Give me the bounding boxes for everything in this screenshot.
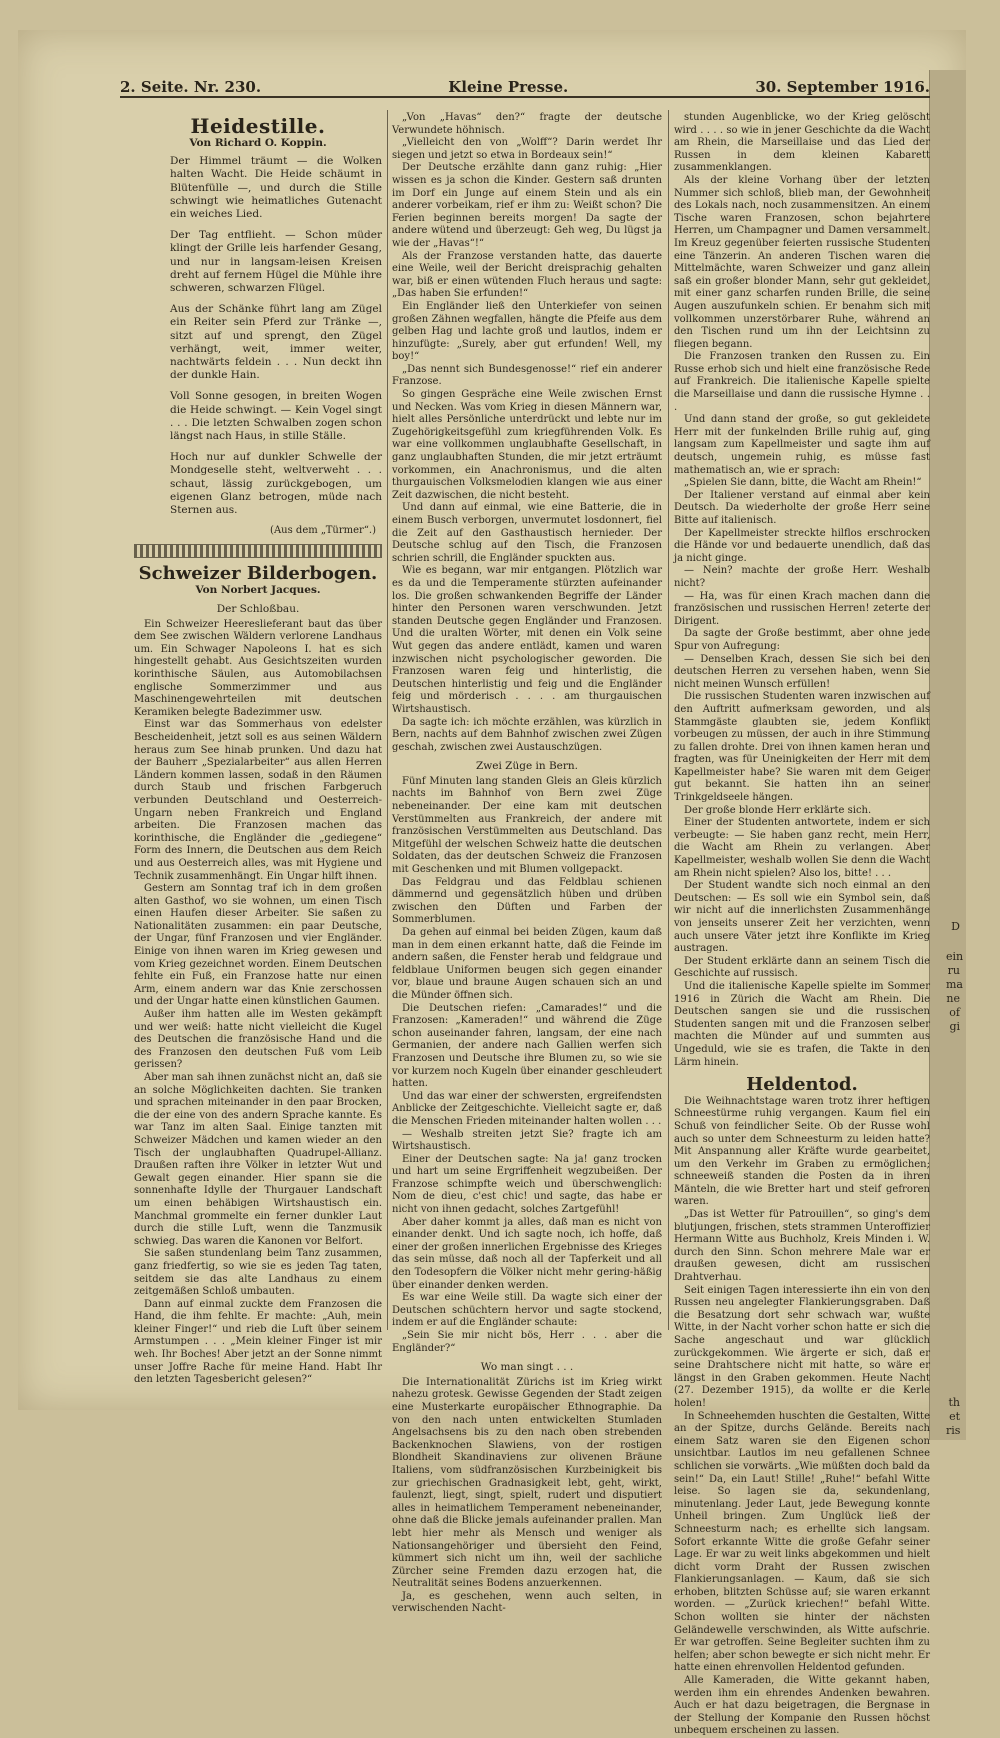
- paragraph: Und dann stand der große, so gut gekleidete Herr mit der funkelnden Brille ruhig auf, ging langsam zum Kapellmeister und sagte ihm auf deutsch, ungemein ruhig, es müsse fast mathematisch an, wie er sprach:: [674, 414, 930, 476]
- paragraph: Aber daher kommt ja alles, daß man es nicht von einander denkt. Und ich sagte noch, ich hoffe, daß einer der großen innerlichen Ergebnisse des Krieges das sein müsse, daß noch all der Tapferkeit und all den Todesopfern die Völker nicht mehr gering-häßig über einander denken werden.: [392, 1216, 662, 1291]
- paragraph: Als der Franzose verstanden hatte, das dauerte eine Weile, weil der Bericht dreisprachig gehalten war, biß er einen wütenden Fluch heraus und sagte: „Das haben Sie erfunden!“: [392, 250, 662, 300]
- newspaper-title: Kleine Presse.: [448, 78, 569, 96]
- section-title: Wo man singt . . .: [480, 1361, 574, 1374]
- paragraph: Dann auf einmal zuckte dem Franzosen die Hand, die ihm fehlte. Er machte: „Auh, mein kleiner Finger!“ und rieb die Luft über seinem Armstumpen . . . „Mein kleiner Finger ist mir weh. Ihr Boches! Aber jetzt an der Sonne nimmt unser Joffre Rache für meine Hand. Habt Ihr den letzten Tagesbericht gelesen?“: [134, 1298, 382, 1386]
- page-number: 2. Seite. Nr. 230.: [120, 78, 262, 96]
- paragraph: Die Deutschen riefen: „Camarades!“ und die Franzosen: „Kameraden!“ und während die Züge schon auseinander fahren, langsam, der eine nach Germanien, der andere nach Gallien werfen sich Franzosen und Deutsche ihre Blumen zu, so wie sie vor kurzem noch Kugeln über einander geschleudert hatten.: [392, 1002, 662, 1090]
- paragraph: Es war eine Weile still. Da wagte sich einer der Deutschen schüchtern hervor und sagte stockend, indem er auf die Engländer schaute:: [392, 1292, 662, 1329]
- paragraph: Da gehen auf einmal bei beiden Zügen, kaum daß man in dem einen erkannt hatte, daß die Feinde im andern saßen, die Fenster herab und feldgraue und feldblaue Uniformen beugen sich gegen einander vor, blaue und braune Augen schauen sich an und die Münder öffnen sich.: [392, 927, 662, 1001]
- paragraph: Alle Kameraden, die Witte gekannt haben, werden ihm ein ehrendes Andenken bewahren. Auch er hat dazu beigetragen, die Bergnase in der Stellung der Kompanie den Russen höchst unbequem erscheinen zu lassen.: [674, 1675, 930, 1737]
- paragraph: Einst war das Sommerhaus von edelster Bescheidenheit, jetzt soll es aus seinen Wäldern heraus zum See hinab prunken. Und dazu hat der Bauherr „Spezialarbeiter“ aus allen Herren Ländern kommen lassen, sodaß in den Räumen durch Staub und frischen Farbgeruch verbunden Deutschland und Oesterreich-Ungarn neben Frankreich und England arbeiten. Die Franzosen machen das korinthische, die Engländer die „gediegene“ Form des Innern, die Deutschen aus dem Reich und aus Oesterreich alles, was mit Hygiene und Technik zusammenhängt. Ein Ungar hilft ihnen.: [134, 719, 382, 882]
- article-title: Heldentod.: [746, 1074, 858, 1096]
- paragraph: Außer ihm hatten alle im Westen gekämpft und wer weiß: hatte nicht vielleicht die Kugel des Deutschen die französische Hand und die des Franzosen den deutschen Fuß vom Leib gerissen?: [134, 1009, 382, 1071]
- paragraph: „Vielleicht den von „Wolff“? Darin werdet Ihr siegen und jetzt so etwa in Bordeaux sein!“: [392, 137, 662, 161]
- paragraph: Und das war einer der schwersten, ergreifendsten Anblicke der Zeitgeschichte. Vielleicht sagte er, daß die Menschen Frieden miteinander halten wollen . . .: [392, 1090, 662, 1127]
- poem: [170, 155, 382, 517]
- paragraph: Der Student wandte sich noch einmal an den Deutschen: — Es soll wie ein Symbol sein, daß wir nicht auf die innerlichsten Zusammenhänge von jenseits unserer Zeit her verzichten, wenn auch unsere Väter jetzt ihre Konflikte im Krieg austragen.: [674, 880, 930, 955]
- paragraph: Aber man sah ihnen zunächst nicht an, daß sie an solche Möglichkeiten dachten. Sie tranken und sprachen miteinander in den paar Brocken, die der eine von des andern Sprache kannte. Es war Tanz im alten Saal. Einige tanzten mit Schweizer Mädchen und kamen wieder an den Tisch der unglaubhaften Quadrupel-Allianz. Draußen raften ihre Völker in letzter Wut und Gewalt gegen einander. Hier spann sie die sonnenhafte Idylle der Thurgauer Landschaft um einen behäbigen Wirtshaustisch ein. Manchmal grommelte ein ferner dunkler Laut durch die stille Luft, wenn die Tanzmusik schwieg. Das waren die Kanonen vor Belfort.: [134, 1072, 382, 1247]
- page-header: [120, 68, 930, 98]
- paragraph: „Das nennt sich Bundesgenosse!“ rief ein anderer Franzose.: [392, 363, 662, 388]
- paragraph: Die russischen Studenten waren inzwischen auf den Auftritt aufmerksam geworden, und als Stammgäste glaubten sie, jedem Konflikt vorbeugen zu müssen, der auch in ihre Stimmung zu fallen drohte. Drei von ihnen kamen heran und fragten, was für Uneinigkeiten der Herr mit dem Kapellmeister habe? Sie waren mit dem Geiger gut bekannt. Sie hatten ihn an seiner Trinkgeldseele hängen.: [674, 691, 930, 804]
- paragraph: Als der kleine Vorhang über der letzten Nummer sich schloß, blieb man, der Gewohnheit des Lokals nach, noch zusammensitzen. An einem Tische waren Franzosen, schon bejahrtere Herren, um Champagner und Damen versammelt. Im Kreuz gegenüber feierten russische Studenten eine Tänzerin. An anderen Tischen waren die Mittelmächte, waren Schweizer und ganz allein saß ein großer blonder Mann, sehr gut gekleidet, mit einer ganz scharfen runden Brille, die seine Augen auszufunkeln schien. Er benahm sich mit vollkommen unzerstörbarer Ruhe, während an den Tischen rund um ihn der Leichtsinn zu fliegen begann.: [674, 174, 930, 350]
- paragraph: — Denselben Krach, dessen Sie sich bei den deutschen Herren zu versehen haben, wenn Sie nicht meinen Wunsch erfüllen!: [674, 653, 930, 690]
- paragraph: Gestern am Sonntag traf ich in dem großen alten Gasthof, wo sie wohnen, um einen Tisch einen Haufen dieser Arbeiter. Sie saßen zu Nationalitäten zusammen: ein paar Deutsche, der Ungar, fünf Franzosen und vier Engländer. Einige von ihnen waren im Krieg gewesen und vom Krieg gezeichnet worden. Einem Deutschen fehlte ein Fuß, ein Franzose hatte nur einen Arm, einem andern war das Knie zerschossen und der Ungar hatte einen künstlichen Gaumen.: [134, 883, 382, 1008]
- paragraph: Und die italienische Kapelle spielte im Sommer 1916 in Zürich die Wacht am Rhein. Die Deutschen sangen sie und die russischen Studenten sangen mit und die Franzosen selber machten die Münder auf und summten aus Ungeduld, wie sie es trafen, die Takte in den Lärm hinein.: [674, 980, 930, 1068]
- paragraph: Der Kapellmeister streckte hilflos erschrocken die Hände vor und bedauerte unendlich, daß das ja nicht ginge.: [674, 527, 930, 564]
- paragraph: In Schneehemden huschten die Gestalten, Witte an der Spitze, durchs Gelände. Bereits nach einem Satz waren sie den Eigenen schon unsichtbar. Lautlos im neu gefallenen Schnee schlichen sie vorwärts. „Wie müßten doch bald da sein!“ Da, ein Laut! Stille! „Ruhe!“ befahl Witte leise. So lagen sie da, sekundenlang, minutenlang. Jeder Laut, jede Bewegung konnte Unheil bringen. Zum Unglück ließ der Schneesturm nach; es erhellte sich langsam. Sofort erkannte Witte die große Gefahr seiner Lage. Er war zu weit links abgekommen und hielt dicht vorm Draht der Russen zwischen Flankierungsanlagen. — Kaum, daß sie sich erhoben, blitzten Schüsse auf; sie waren erkannt worden. — „Zurück kriechen!“ befahl Witte. Schon wollten sie hinter der nächsten Geländewelle verschwinden, als Witte aufschrie. Er war getroffen. Seine Begleiter suchten ihm zu helfen; aber schon bewegte er sich nicht mehr. Er hatte einen ehrenvollen Heldentod gefunden.: [674, 1410, 930, 1674]
- edge-line: gi: [949, 1020, 960, 1033]
- paragraph: Der Italiener verstand auf einmal aber kein Deutsch. Da wiederholte der große Herr seine Bitte auf italienisch.: [674, 489, 930, 526]
- edge-line: ru: [947, 964, 960, 977]
- paragraph: Die Internationalität Zürichs ist im Krieg wirkt nahezu grotesk. Gewisse Gegenden der Stadt zeigen eine Musterkarte europäischer Ethnographie. Da von den nach unten entwickelten Stumladen Angelsachsens bis zu den nach oben strebenden Backenknochen Slawiens, von der rostigen Blondheit Skandinaviens zur olivenen Bräune Italiens, vom südfranzösischen Kurzbeinigkeit bis zur griechischen Gradnasigkeit lebt, geht, wirkt, faulenzt, liegt, singt, spielt, rudert und disputiert alles in heimatlichem Temperament nebeneinander, ohne daß die Blicke jemals aufeinander prallen. Man lebt hier mehr als Mensch und weniger als Nationsangehöriger und übersieht den Feind, kümmert sich nicht um ihn, weil der sachliche Zürcher seine Fremden dazu erzogen hat, die Neutralität seines Bodens anzuerkennen.: [392, 1376, 662, 1590]
- paragraph: Die Franzosen tranken den Russen zu. Ein Russe erhob sich und hielt eine französische Rede auf Frankreich. Die italienische Kapelle spielte die Marseillaise und dann die russische Hymne . . .: [674, 351, 930, 413]
- paragraph: Da sagte ich: ich möchte erzählen, was kürzlich in Bern, nachts auf dem Bahnhof zwischen zwei Zügen geschah, zwischen zwei Austauschzügen.: [392, 716, 662, 753]
- column-2: [392, 112, 662, 1616]
- edge-line: of: [949, 1006, 960, 1019]
- edge-line: th: [948, 1396, 960, 1409]
- poem-stanza: Hoch nur auf dunkler Schwelle der Mondgeselle steht, weltverweht . . . schaut, lässig zurückgebogen, um eigenen Glanz betrogen, müde nach Sternen aus.: [170, 451, 382, 517]
- section-title: Zwei Züge in Bern.: [475, 760, 579, 773]
- paragraph: „Von „Havas“ den?“ fragte der deutsche Verwundete höhnisch.: [392, 112, 662, 136]
- paragraph: Seit einigen Tagen interessierte ihn ein von den Russen neu angelegter Flankierungsgraben. Daß die Besatzung dort sehr schwach war, wußte Witte, in der Nacht vorher schon hatte er sich die Sache angeschaut und war glücklich zurückgekommen. Wie ärgerte er sich, daß er seine Drahtschere nicht mit hatte, so wäre er längst in den Graben gekommen. Heute Nacht (27. Dezember 1915), da wollte er die Kerle holen!: [674, 1284, 930, 1409]
- paragraph: Die Weihnachtstage waren trotz ihrer heftigen Schneestürme ruhig vergangen. Kaum fiel ein Schuß von feindlicher Seite. Ob der Russe wohl auch so unter dem Schneesturm zu leiden hatte? Mit Anspannung aller Kräfte wurde gearbeitet, um den Verkehr im Graben zu ermöglichen; schneeweiß standen die Posten da in ihren Mänteln, die wie Bretter hart und steif gefroren waren.: [674, 1095, 930, 1208]
- poem-stanza: Voll Sonne gesogen, in breiten Wogen die Heide schwingt. — Kein Vogel singt . . . Die letzten Schwalben zogen schon längst nach Haus, in stille Ställe.: [170, 390, 382, 443]
- paragraph: „Spielen Sie dann, bitte, die Wacht am Rhein!“: [684, 477, 922, 489]
- paragraph: Ein Engländer ließ den Unterkiefer von seinen großen Zähnen wegfallen, hängte die Pfeife aus dem gelben Hag und lachte groß und lautlos, indem er hinzufügte: „Surely, aber gut erfunden! Well, my boy!“: [392, 300, 662, 363]
- column-3: [674, 112, 930, 1738]
- paragraph: „Sein Sie mir nicht bös, Herr . . . aber die Engländer?“: [392, 1330, 662, 1354]
- poem-credit: (Aus dem „Türmer“.): [270, 525, 376, 537]
- issue-date: 30. September 1916.: [755, 78, 930, 96]
- paragraph: Einer der Studenten antwortete, indem er sich verbeugte: — Sie haben ganz recht, mein Herr, die Wacht am Rhein zu verlangen. Aber Kapellmeister, weshalb wollen Sie denn die Wacht am Rhein nicht spielen? Also los, bitte! . . .: [674, 817, 930, 879]
- paragraph: Und dann auf einmal, wie eine Batterie, die in einem Busch verborgen, unvermutet losdonnert, fiel die Zeit auf den Gasthaustisch hernieder. Der Deutsche schlug auf den Tisch, die Franzosen schrien schrill, die Engländer spuckten aus.: [392, 502, 662, 564]
- poem-stanza: Aus der Schänke führt lang am Zügel ein Reiter sein Pferd zur Tränke —, sitzt auf und sprengt, den Zügel verhängt, weit, immer weiter, nachtwärts feldein . . . Nun deckt ihn der dunkle Hain.: [170, 303, 382, 382]
- poem-author: Von Richard O. Koppin.: [189, 136, 327, 149]
- paragraph: Sie saßen stundenlang beim Tanz zusammen, ganz friedfertig, so wie sie es jeden Tag taten, seitdem sie das alte Landhaus zu einem zeitgemäßen Schloß umbauten.: [134, 1248, 382, 1298]
- poem-stanza: Der Tag entflieht. — Schon müder klingt der Grille leis harfender Gesang, und nur in langsam-leisen Kreisen dreht auf fernem Hügel die Mühle ihre schweren, schwarzen Flügel.: [170, 229, 382, 295]
- story-author: Von Norbert Jacques.: [195, 584, 321, 597]
- story-subtitle: Der Schloßbau.: [216, 603, 300, 616]
- edge-line: ma: [946, 978, 963, 991]
- edge-line: et: [949, 1410, 960, 1423]
- edge-line: ne: [946, 992, 960, 1005]
- paragraph: stunden Augenblicke, wo der Krieg gelöscht wird . . . . so wie in jener Geschichte da die Wacht am Rhein, die Marseillaise und das Lied der Russen in dem kleinen Kabarett zusammenklangen.: [674, 112, 930, 174]
- paragraph: Das Feldgrau und das Feldblau schienen dämmernd und gegensätzlich hüben und drüben zwischen den Düften und Farben der Sommerblumen.: [392, 876, 662, 926]
- next-page-edge: [929, 70, 966, 1440]
- edge-line: ris: [946, 1424, 961, 1437]
- poem-title: Heidestille.: [190, 114, 326, 138]
- paragraph: — Nein? machte der große Herr. Weshalb nicht?: [674, 565, 930, 589]
- column-rule: [668, 110, 669, 1330]
- paragraph: Ja, es geschehen, wenn auch selten, in verwischenden Nacht-: [392, 1590, 662, 1615]
- paragraph: Fünf Minuten lang standen Gleis an Gleis kürzlich nachts im Bahnhof von Bern zwei Züge nebeneinander. Der eine kam mit deutschen Verstümmelten aus Frankreich, der andere mit französischen Verstümmelten aus Deutschland. Das Mitgefühl der welschen Schweiz hatte die deutschen Soldaten, das der deutschen Schweiz die Franzosen mit Geschenken und mit Blumen vollgepackt.: [392, 775, 662, 876]
- column-rule: [387, 110, 388, 1330]
- paragraph: So gingen Gespräche eine Weile zwischen Ernst und Necken. Was vom Krieg in diesen Männern war, hielt alles Persönliche unterdrückt und lebte nur im Zugehörigkeitsgefühl zum kriegführenden Volk. Es war eine vollkommen unglaubhafte Gesellschaft, in ganz unglaubhaften Stunden, die mir jetzt erträumt vorkommen, ein Anachronismus, und die alten thurgauischen Volksmelodien klangen wie aus einer Zeit dazwischen, die nicht besteht.: [392, 389, 662, 501]
- paragraph: Der große blonde Herr erklärte sich.: [684, 804, 872, 816]
- poem-stanza: Der Himmel träumt — die Wolken halten Wacht. Die Heide schäumt in Blütenfülle —, und durch die Stille schwingt wie heimatliches Gutenacht ein weiches Lied.: [170, 155, 382, 220]
- paragraph: Wie es begann, war mir entgangen. Plötzlich war es da und die Temperamente stürzten aufeinander los. Die großen schwankenden Begriffe der Länder hinter den Personen waren verschwunden. Jetzt standen Deutsche gegen Engländer und Franzosen. Und die uralten Wörter, mit denen ein Volk seine Wut gegen das andere entlädt, kamen und waren inzwischen nicht psychologischer geworden. Die Franzosen waren feig und hinterlistig, die Deutschen hinterlistig und feig und die Engländer feig und mörderisch . . . . am thurgauischen Wirtshaustisch.: [392, 565, 662, 715]
- paragraph: Der Deutsche erzählte dann ganz ruhig: „Hier wissen es ja schon die Kinder. Gestern saß drunten im Dorf ein Junge auf einem Stein und als ein anderer vorbeikam, rief er ihm zu: Weißt schon? Die Ferien beginnen bereits morgen! Da sagte der andere wütend und überzeugt: Geh weg, Du lügst ja wie der „Havas“!“: [392, 162, 662, 249]
- ornament-divider: [134, 544, 382, 558]
- paragraph: Einer der Deutschen sagte: Na ja! ganz trocken und hart um seine Ergriffenheit wegzubeißen. Der Franzose schimpfte weich und überschwenglich: Nom de dieu, c'est chic! und sagte, das habe er nicht von ihnen gedacht, solches Zartgefühl!: [392, 1153, 662, 1216]
- paragraph: „Das ist Wetter für Patrouillen“, so ging's dem blutjungen, frischen, stets strammen Unteroffizier Hermann Witte aus Buchholz, Kreis Minden i. W. durch den Sinn. Schon mehrere Male war er draußen gewesen, dicht am russischen Drahtverhau.: [674, 1209, 930, 1284]
- paragraph: Der Student erklärte dann an seinem Tisch die Geschichte auf russisch.: [674, 955, 930, 980]
- edge-line: ein: [946, 950, 964, 963]
- paragraph: — Weshalb streiten jetzt Sie? fragte ich am Wirtshaustisch.: [392, 1128, 662, 1153]
- story-title: Schweizer Bilderbogen.: [138, 562, 378, 584]
- column-1: [134, 112, 382, 1387]
- paragraph: — Ha, was für einen Krach machen dann die französischen und russischen Herren! zeterte der Dirigent.: [674, 590, 930, 627]
- paragraph: Da sagte der Große bestimmt, aber ohne jede Spur von Aufregung:: [674, 628, 930, 652]
- paragraph: Ein Schweizer Heereslieferant baut das über dem See zwischen Wäldern verlorene Landhaus um. Ein Schwager Napoleons I. hat es sich hingestellt gehabt. Aus Gesichtszeiten wurden korinthische Säulen, aus Automobilachsen englische Sommerzimmer und aus Maschinengewehrteilen mit deutschen Keramiken belegte Badezimmer usw.: [134, 618, 382, 718]
- edge-line: D: [951, 920, 960, 933]
